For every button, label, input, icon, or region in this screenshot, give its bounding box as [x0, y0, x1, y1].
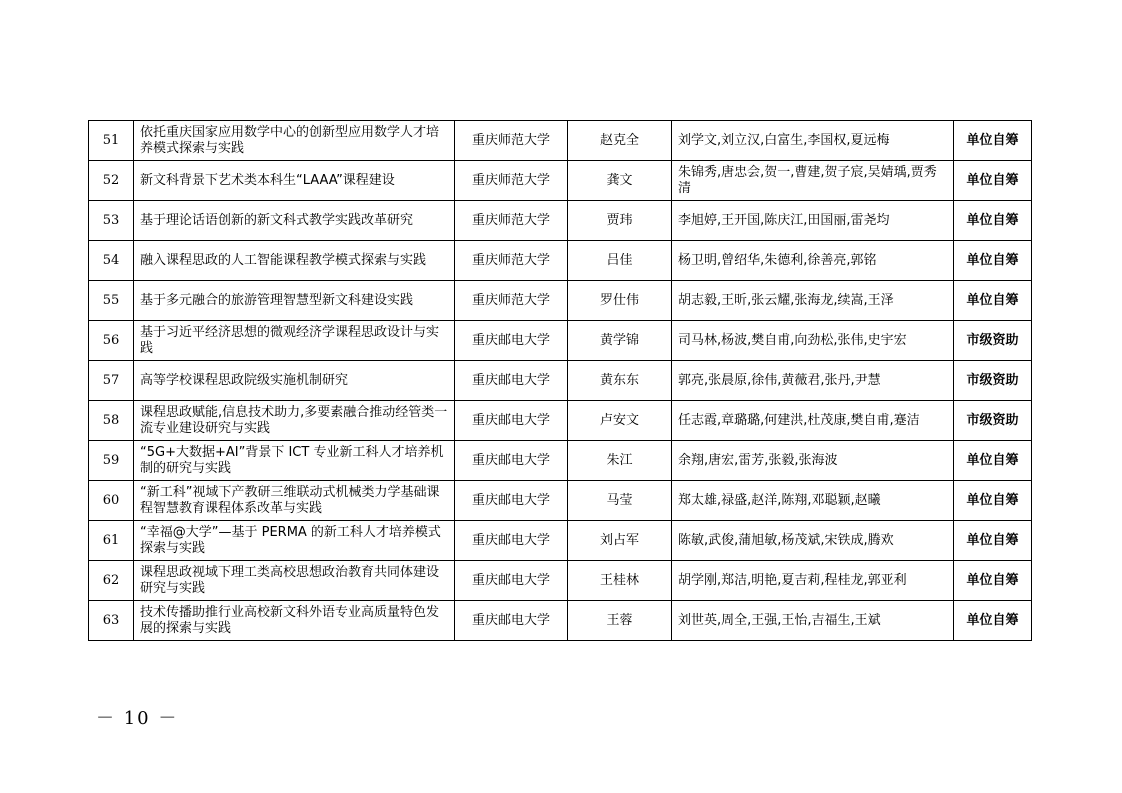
project-leader-cell: 龚文: [568, 161, 672, 201]
funding-type-cell: 单位自筹: [954, 121, 1032, 161]
project-leader-cell: 王桂林: [568, 561, 672, 601]
page-number: － 10 －: [96, 708, 179, 729]
funding-type-cell: 市级资助: [954, 401, 1032, 441]
project-leader-cell: 卢安文: [568, 401, 672, 441]
project-leader-cell: 罗仕伟: [568, 281, 672, 321]
institution-cell: 重庆师范大学: [455, 161, 568, 201]
team-members-cell: 李旭婷,王开国,陈庆江,田国丽,雷尧均: [672, 201, 954, 241]
project-leader-cell: 朱江: [568, 441, 672, 481]
row-number-cell: 55: [89, 281, 134, 321]
funding-type-cell: 单位自筹: [954, 561, 1032, 601]
project-title-cell: “幸福@大学”—基于 PERMA 的新工科人才培养模式探索与实践: [134, 521, 455, 561]
table-row: [89, 521, 1032, 561]
project-title-cell: 融入课程思政的人工智能课程教学模式探索与实践: [134, 241, 455, 281]
institution-cell: 重庆邮电大学: [455, 401, 568, 441]
team-members-cell: 任志霞,章璐璐,何建洪,杜茂康,樊自甫,蹇洁: [672, 401, 954, 441]
project-leader-cell: 刘占军: [568, 521, 672, 561]
team-members-cell: 陈敏,武俊,蒲旭敏,杨茂斌,宋铁成,腾欢: [672, 521, 954, 561]
team-members-cell: 朱锦秀,唐忠会,贺一,曹建,贺子宸,吴婧瑀,贾秀清: [672, 161, 954, 201]
institution-cell: 重庆师范大学: [455, 241, 568, 281]
team-members-cell: 胡志毅,王昕,张云耀,张海龙,续嵩,王泽: [672, 281, 954, 321]
institution-cell: 重庆邮电大学: [455, 361, 568, 401]
row-number-cell: 59: [89, 441, 134, 481]
funding-type-cell: 单位自筹: [954, 441, 1032, 481]
funding-type-cell: 市级资助: [954, 361, 1032, 401]
funding-type-cell: 单位自筹: [954, 521, 1032, 561]
row-number-cell: 56: [89, 321, 134, 361]
funding-type-cell: 单位自筹: [954, 481, 1032, 521]
team-members-cell: 杨卫明,曾绍华,朱德利,徐善亮,郭铭: [672, 241, 954, 281]
team-members-cell: 胡学刚,郑洁,明艳,夏吉莉,程桂龙,郭亚利: [672, 561, 954, 601]
table-row: [89, 361, 1032, 401]
table-row: [89, 241, 1032, 281]
project-leader-cell: 吕佳: [568, 241, 672, 281]
row-number-cell: 52: [89, 161, 134, 201]
project-title-cell: 基于理论话语创新的新文科式教学实践改革研究: [134, 201, 455, 241]
row-number-cell: 58: [89, 401, 134, 441]
project-leader-cell: 黄东东: [568, 361, 672, 401]
project-leader-cell: 马莹: [568, 481, 672, 521]
team-members-cell: 郑太雄,禄盛,赵洋,陈翔,邓聪颖,赵曦: [672, 481, 954, 521]
institution-cell: 重庆邮电大学: [455, 441, 568, 481]
project-title-cell: 依托重庆国家应用数学中心的创新型应用数学人才培养模式探索与实践: [134, 121, 455, 161]
institution-cell: 重庆师范大学: [455, 201, 568, 241]
project-leader-cell: 王蓉: [568, 601, 672, 641]
institution-cell: 重庆邮电大学: [455, 521, 568, 561]
project-title-cell: “5G+大数据+AI”背景下 ICT 专业新工科人才培养机制的研究与实践: [134, 441, 455, 481]
table-row: [89, 161, 1032, 201]
project-leader-cell: 黄学锦: [568, 321, 672, 361]
project-title-cell: 高等学校课程思政院级实施机制研究: [134, 361, 455, 401]
row-number-cell: 62: [89, 561, 134, 601]
row-number-cell: 51: [89, 121, 134, 161]
institution-cell: 重庆邮电大学: [455, 321, 568, 361]
project-title-cell: 课程思政赋能,信息技术助力,多要素融合推动经管类一流专业建设研究与实践: [134, 401, 455, 441]
project-title-cell: 基于多元融合的旅游管理智慧型新文科建设实践: [134, 281, 455, 321]
project-title-cell: 基于习近平经济思想的微观经济学课程思政设计与实践: [134, 321, 455, 361]
table-row: [89, 321, 1032, 361]
table-row: [89, 441, 1032, 481]
project-title-cell: “新工科”视域下产教研三维联动式机械类力学基础课程智慧教育课程体系改革与实践: [134, 481, 455, 521]
team-members-cell: 刘学文,刘立汉,白富生,李国权,夏远梅: [672, 121, 954, 161]
institution-cell: 重庆师范大学: [455, 281, 568, 321]
row-number-cell: 54: [89, 241, 134, 281]
funding-type-cell: 单位自筹: [954, 201, 1032, 241]
funding-type-cell: 单位自筹: [954, 161, 1032, 201]
table-row: [89, 481, 1032, 521]
team-members-cell: 司马林,杨波,樊自甫,向劲松,张伟,史宇宏: [672, 321, 954, 361]
project-table-body: [89, 121, 1032, 641]
institution-cell: 重庆邮电大学: [455, 481, 568, 521]
funding-type-cell: 单位自筹: [954, 601, 1032, 641]
row-number-cell: 53: [89, 201, 134, 241]
table-row: [89, 281, 1032, 321]
team-members-cell: 刘世英,周全,王强,王怡,吉福生,王斌: [672, 601, 954, 641]
team-members-cell: 郭亮,张晨原,徐伟,黄薇君,张丹,尹慧: [672, 361, 954, 401]
table-row: [89, 601, 1032, 641]
project-leader-cell: 贾玮: [568, 201, 672, 241]
team-members-cell: 余翔,唐宏,雷芳,张毅,张海波: [672, 441, 954, 481]
project-title-cell: 新文科背景下艺术类本科生“LAAA”课程建设: [134, 161, 455, 201]
row-number-cell: 61: [89, 521, 134, 561]
project-title-cell: 技术传播助推行业高校新文科外语专业高质量特色发展的探索与实践: [134, 601, 455, 641]
institution-cell: 重庆邮电大学: [455, 561, 568, 601]
funding-type-cell: 单位自筹: [954, 241, 1032, 281]
row-number-cell: 60: [89, 481, 134, 521]
row-number-cell: 57: [89, 361, 134, 401]
project-table: [88, 120, 1032, 641]
funding-type-cell: 市级资助: [954, 321, 1032, 361]
funding-type-cell: 单位自筹: [954, 281, 1032, 321]
table-row: [89, 201, 1032, 241]
project-leader-cell: 赵克全: [568, 121, 672, 161]
project-title-cell: 课程思政视域下理工类高校思想政治教育共同体建设研究与实践: [134, 561, 455, 601]
table-row: [89, 121, 1032, 161]
institution-cell: 重庆邮电大学: [455, 601, 568, 641]
table-row: [89, 561, 1032, 601]
table-row: [89, 401, 1032, 441]
row-number-cell: 63: [89, 601, 134, 641]
institution-cell: 重庆师范大学: [455, 121, 568, 161]
